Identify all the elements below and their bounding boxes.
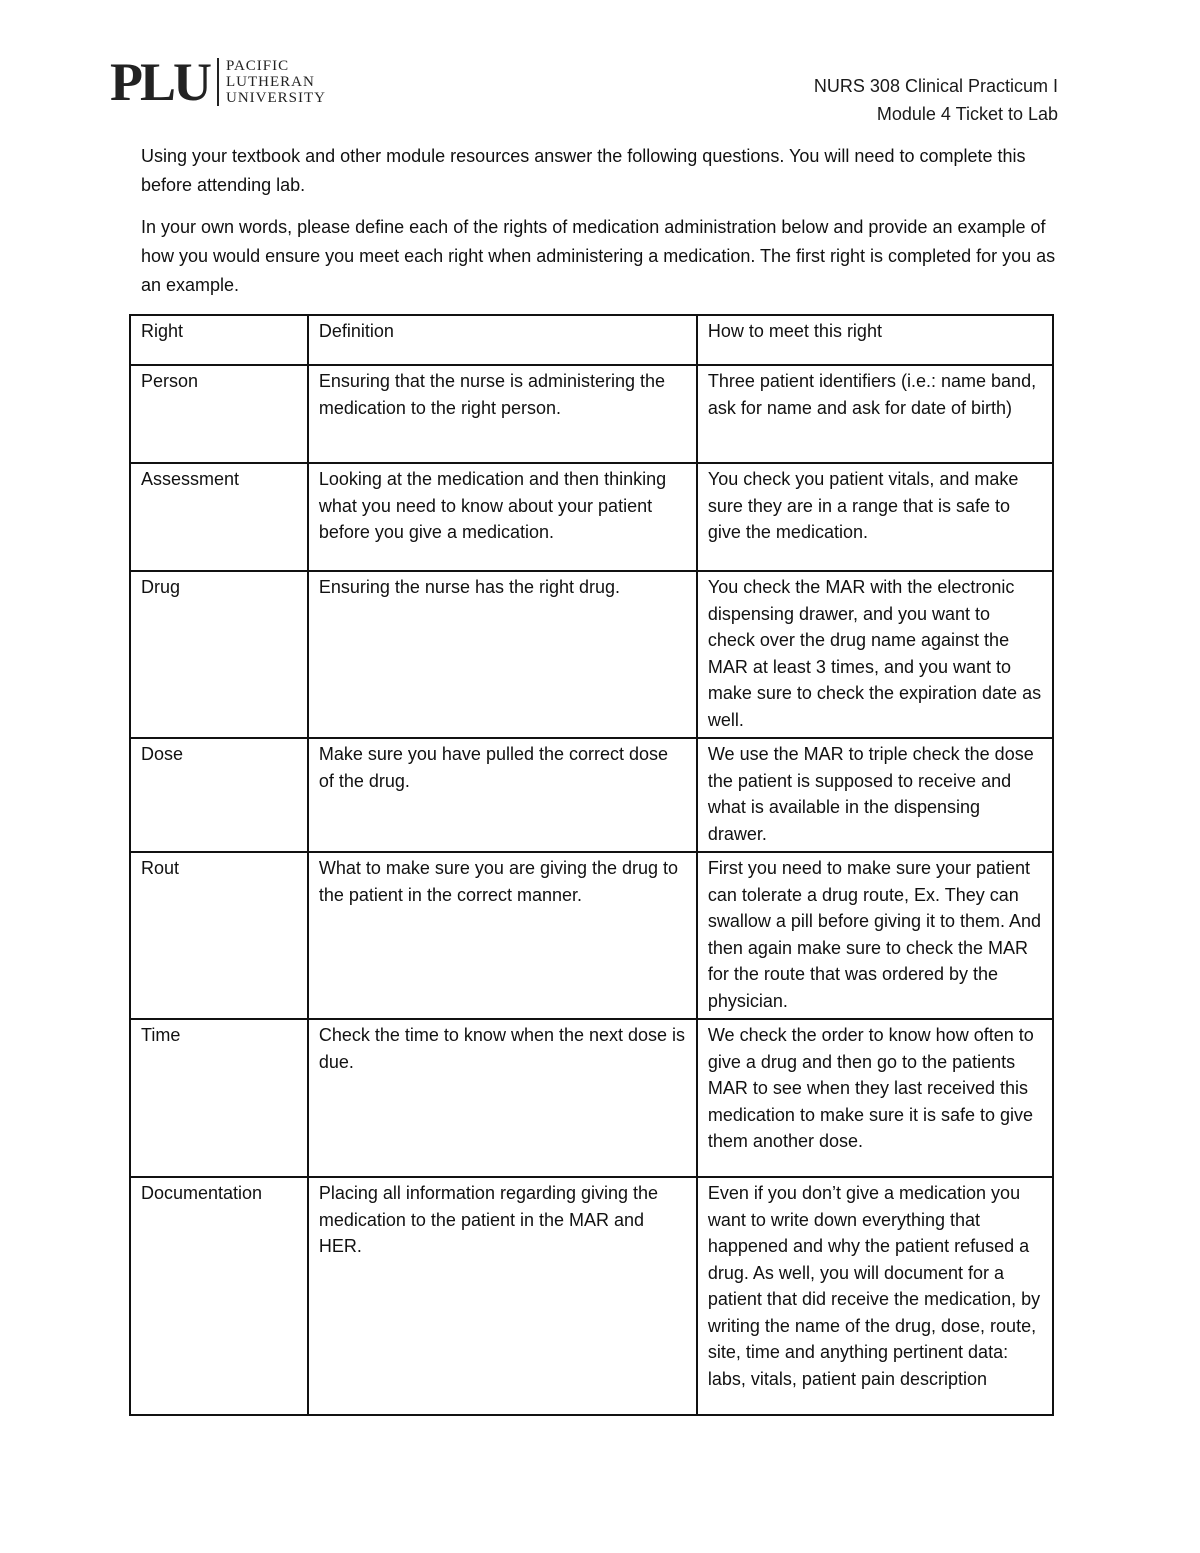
definition-cell: Placing all information regarding giving the medication to the patient in the MAR and HER. <box>308 1177 697 1415</box>
logo-mark: PLU <box>110 52 209 112</box>
right-cell: Rout <box>130 852 308 1019</box>
right-cell: Person <box>130 365 308 463</box>
table-row <box>130 1019 1053 1177</box>
how-cell: Even if you don’t give a medication you want to write down everything that happened and why the patient refused a drug. As well, you will document for a patient that did receive the medication, by writing the name of the drug, dose, route, site, time and anything pertinent data: labs, vitals, patient pain description <box>697 1177 1053 1415</box>
right-cell: Dose <box>130 738 308 852</box>
how-cell: Three patient identifiers (i.e.: name band, ask for name and ask for date of birth) <box>697 365 1053 463</box>
header-cell-right: Right <box>130 315 308 365</box>
table-row <box>130 463 1053 571</box>
medication-rights-table <box>129 314 1054 1416</box>
definition-cell: Check the time to know when the next dose is due. <box>308 1019 697 1177</box>
table-row <box>130 738 1053 852</box>
logo-line: UNIVERSITY <box>226 90 326 106</box>
how-cell: We use the MAR to triple check the dose the patient is supposed to receive and what is available in the dispensing drawer. <box>697 738 1053 852</box>
table-row <box>130 365 1053 463</box>
header-cell-definition: Definition <box>308 315 697 365</box>
how-cell: You check the MAR with the electronic dispensing drawer, and you want to check over the drug name against the MAR at least 3 times, and you want to make sure to check the expiration date as well. <box>697 571 1053 738</box>
logo-divider <box>217 58 219 106</box>
right-cell: Time <box>130 1019 308 1177</box>
university-logo <box>110 54 326 110</box>
table-header-row <box>130 315 1053 365</box>
definition-cell: Ensuring the nurse has the right drug. <box>308 571 697 738</box>
table-row <box>130 852 1053 1019</box>
instruction-paragraph-2: In your own words, please define each of the rights of medication administration below and provide an example of how you would ensure you meet each right when administering a medication. The first right is completed for you as an example. <box>141 217 1056 295</box>
table-row <box>130 1177 1053 1415</box>
right-cell: Assessment <box>130 463 308 571</box>
document-header <box>814 72 1058 128</box>
instruction-paragraph-1: Using your textbook and other module resources answer the following questions. You will need to complete this before attending lab. <box>141 146 1026 195</box>
instructions <box>141 142 1056 313</box>
module-title: Module 4 Ticket to Lab <box>876 104 1058 124</box>
course-title: NURS 308 Clinical Practicum I <box>813 76 1058 96</box>
definition-cell: Ensuring that the nurse is administering the medication to the right person. <box>308 365 697 463</box>
definition-cell: What to make sure you are giving the drug to the patient in the correct manner. <box>308 852 697 1019</box>
definition-cell: Make sure you have pulled the correct dose of the drug. <box>308 738 697 852</box>
header-cell-how: How to meet this right <box>697 315 1053 365</box>
table-row <box>130 571 1053 738</box>
how-cell: You check you patient vitals, and make sure they are in a range that is safe to give the medication. <box>697 463 1053 571</box>
definition-cell: Looking at the medication and then thinking what you need to know about your patient before you give a medication. <box>308 463 697 571</box>
right-cell: Documentation <box>130 1177 308 1415</box>
how-cell: We check the order to know how often to give a drug and then go to the patients MAR to see when they last received this medication to make sure it is safe to give them another dose. <box>697 1019 1053 1177</box>
logo-line: PACIFIC <box>226 58 290 74</box>
logo-wordmark <box>226 58 326 106</box>
logo-line: LUTHERAN <box>226 74 315 90</box>
right-cell: Drug <box>130 571 308 738</box>
how-cell: First you need to make sure your patient can tolerate a drug route, Ex. They can swallow a pill before giving it to them. And then again make sure to check the MAR for the route that was ordered by the physician. <box>697 852 1053 1019</box>
